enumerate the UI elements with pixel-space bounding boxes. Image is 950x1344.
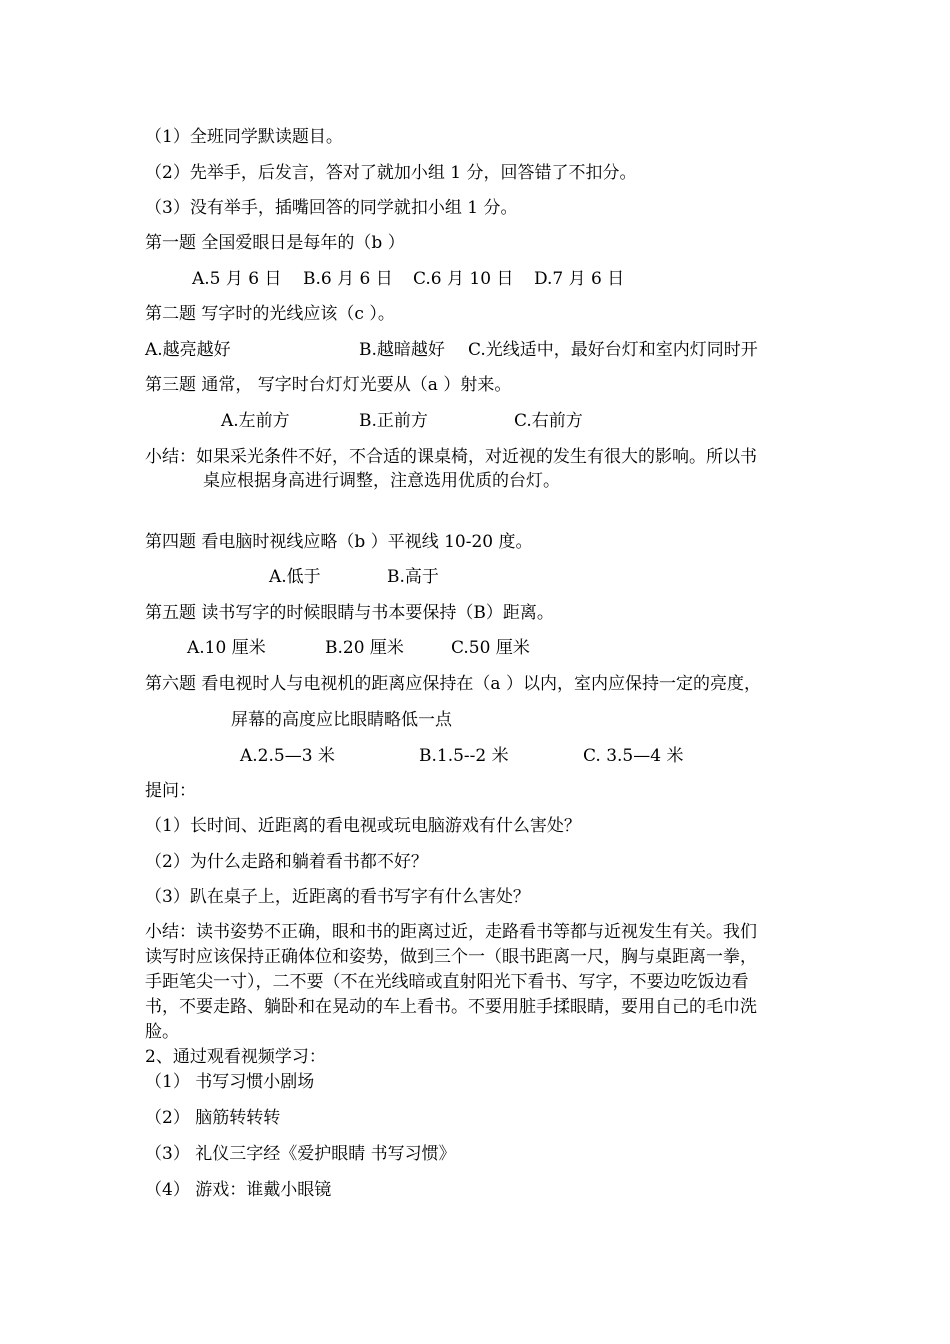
option-c: C.50 厘米 (451, 638, 530, 658)
ask-question-1: （1）长时间、近距离的看电视或玩电脑游戏有什么害处？ (145, 816, 581, 836)
video-item-3: （3） 礼仪三字经《爱护眼睛 书写习惯》 (145, 1144, 456, 1164)
ask-heading: 提问： (145, 781, 196, 801)
question-6: 第六题 看电视时人与电视机的距离应保持在（a ）以内，室内应保持一定的亮度， (145, 674, 761, 694)
question-3: 第三题 通常， 写字时台灯灯光要从（a ）射来。 (145, 375, 512, 395)
question-5: 第五题 读书写字的时候眼睛与书本要保持（B）距离。 (145, 603, 554, 623)
summary-1-line-2: 桌应根据身高进行调整，注意选用优质的台灯。 (203, 471, 560, 491)
option-b: B.6 月 6 日 (303, 269, 393, 289)
option-b: B.1.5--2 米 (419, 746, 509, 766)
option-a: A.越亮越好 (145, 340, 231, 360)
option-a: A.左前方 (221, 411, 290, 431)
option-b: B.正前方 (359, 411, 428, 431)
ask-question-3: （3）趴在桌子上，近距离的看书写字有什么害处？ (145, 887, 530, 907)
option-c: C. 3.5—4 米 (583, 746, 684, 766)
question-2: 第二题 写字时的光线应该（c ）。 (145, 304, 395, 324)
option-b: B.20 厘米 (325, 638, 404, 658)
summary-2-line-4: 书，不要走路、躺卧和在晃动的车上看书。不要用脏手揉眼睛，要用自己的毛巾洗 (145, 997, 757, 1017)
video-item-4: （4） 游戏：谁戴小眼镜 (145, 1180, 332, 1200)
summary-2-line-1: 小结：读书姿势不正确，眼和书的距离过近，走路看书等都与近视发生有关。我们 (145, 922, 757, 942)
option-b: B.越暗越好 (359, 340, 445, 360)
summary-2-line-2: 读写时应该保持正确体位和姿势，做到三个一（眼书距离一尺，胸与桌距离一拳， (145, 947, 757, 967)
rule-line-2: （2）先举手，后发言，答对了就加小组 1 分，回答错了不扣分。 (145, 163, 637, 183)
summary-1-line-1: 小结：如果采光条件不好，不合适的课桌椅，对近视的发生有很大的影响。所以书 (145, 447, 757, 467)
question-1: 第一题 全国爱眼日是每年的（b ） (145, 233, 405, 253)
option-a: A.5 月 6 日 (192, 269, 282, 289)
summary-2-line-5: 脸。 (145, 1022, 179, 1042)
ask-question-2: （2）为什么走路和躺着看书都不好？ (145, 852, 428, 872)
option-c: C.光线适中，最好台灯和室内灯同时开 (468, 340, 758, 360)
option-c: C.右前方 (514, 411, 583, 431)
question-6-line-2: 屏幕的高度应比眼睛略低一点 (231, 710, 452, 730)
option-d: D.7 月 6 日 (534, 269, 625, 289)
video-heading: 2、通过观看视频学习： (145, 1047, 326, 1067)
summary-2-line-3: 手距笔尖一寸），二不要（不在光线暗或直射阳光下看书、写字，不要边吃饭边看 (145, 972, 749, 992)
option-b: B.高于 (387, 567, 439, 587)
option-c: C.6 月 10 日 (413, 269, 514, 289)
video-item-2: （2） 脑筋转转转 (145, 1108, 281, 1128)
option-a: A.2.5—3 米 (240, 746, 335, 766)
video-item-1: （1） 书写习惯小剧场 (145, 1072, 315, 1092)
option-a: A.低于 (269, 567, 321, 587)
rule-line-3: （3）没有举手，插嘴回答的同学就扣小组 1 分。 (145, 198, 518, 218)
question-4: 第四题 看电脑时视线应略（b ）平视线 10-20 度。 (145, 532, 533, 552)
option-a: A.10 厘米 (187, 638, 266, 658)
rule-line-1: （1）全班同学默读题目。 (145, 127, 343, 147)
